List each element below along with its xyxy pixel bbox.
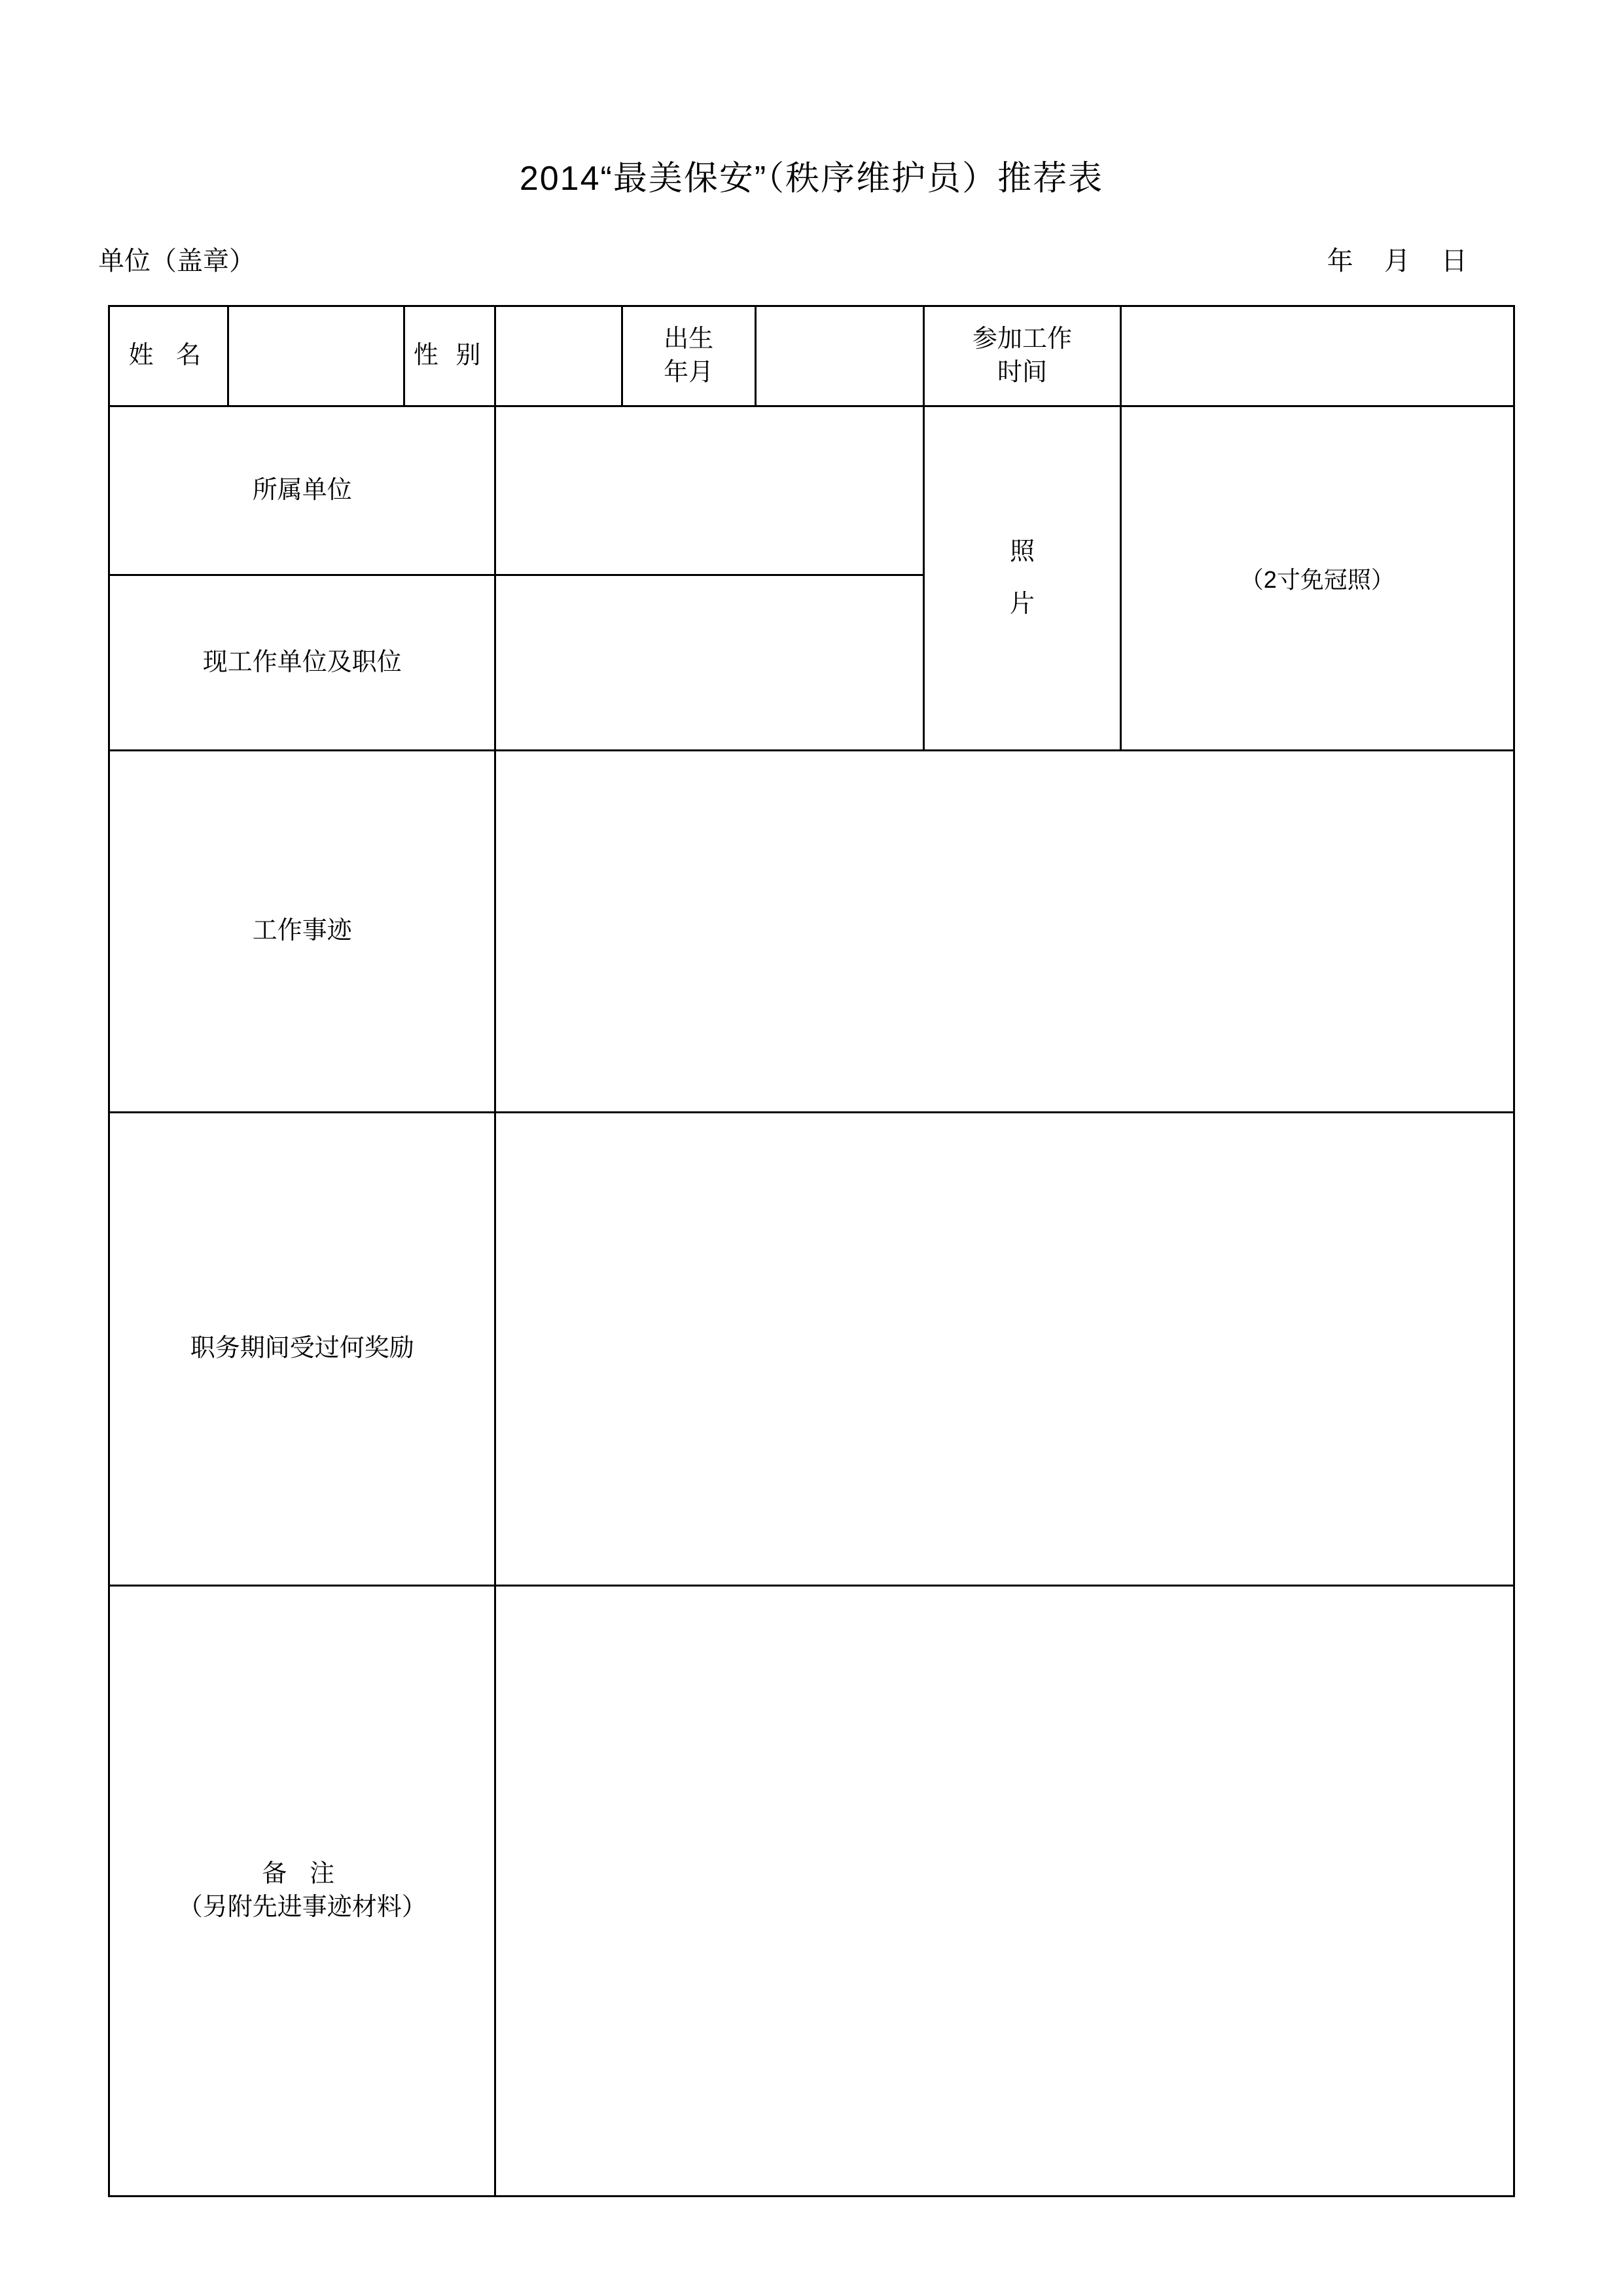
- current-job-label: 现工作单位及职位: [202, 648, 402, 676]
- awards-label-cell: [109, 1113, 495, 1586]
- deeds-label-cell: [109, 751, 495, 1113]
- name-value-cell[interactable]: [228, 306, 404, 406]
- table-row: [109, 751, 1514, 1113]
- table-row: [109, 406, 1514, 575]
- remarks-label-line2: （另附先进事迹材料）: [177, 1893, 427, 1921]
- current-job-value-cell[interactable]: [495, 575, 924, 751]
- affiliation-value-cell[interactable]: [495, 406, 924, 575]
- work-start-label-line2: 时间: [997, 359, 1047, 386]
- photo-placeholder-cell[interactable]: [1120, 406, 1514, 751]
- name-label-cell: [109, 306, 228, 406]
- gender-label: 性 别: [413, 342, 486, 370]
- remarks-label-cell: [109, 1586, 495, 2197]
- table-row: [109, 1113, 1514, 1586]
- deeds-value-cell[interactable]: [495, 751, 1514, 1113]
- work-start-label-line1: 参加工作: [972, 325, 1072, 353]
- gender-label-cell: [404, 306, 495, 406]
- current-job-label-cell: [109, 575, 495, 751]
- date-label: 年 月 日: [1327, 247, 1479, 276]
- birth-value-cell[interactable]: [755, 306, 924, 406]
- remarks-value-cell[interactable]: [495, 1586, 1514, 2197]
- affiliation-label: 所属单位: [252, 476, 352, 504]
- work-start-value-cell[interactable]: [1120, 306, 1514, 406]
- birth-label-cell: [622, 306, 755, 406]
- table-row: [109, 306, 1514, 406]
- gender-value-cell[interactable]: [495, 306, 622, 406]
- photo-note: （2寸免冠照）: [1240, 566, 1395, 593]
- birth-label-line1: 出生: [664, 325, 714, 353]
- photo-label-line1: 照: [1009, 537, 1035, 565]
- photo-label-line2: 片: [1009, 590, 1035, 618]
- affiliation-label-cell: [109, 406, 495, 575]
- awards-value-cell[interactable]: [495, 1113, 1514, 1586]
- table-row: [109, 1586, 1514, 2197]
- work-start-label-cell: [924, 306, 1121, 406]
- header-row: [0, 240, 1623, 278]
- remarks-label-line1: 备 注: [262, 1859, 342, 1888]
- page-title: 2014“最美保安”（秩序维护员）推荐表: [519, 160, 1104, 198]
- unit-seal-label: 单位（盖章）: [98, 247, 255, 276]
- photo-label-cell: [924, 406, 1121, 751]
- awards-label: 职务期间受过何奖励: [190, 1335, 414, 1363]
- deeds-label: 工作事迹: [252, 917, 352, 945]
- birth-label-line2: 年月: [664, 359, 714, 386]
- recommendation-form-table: [108, 305, 1515, 2197]
- name-label: 姓 名: [128, 342, 209, 370]
